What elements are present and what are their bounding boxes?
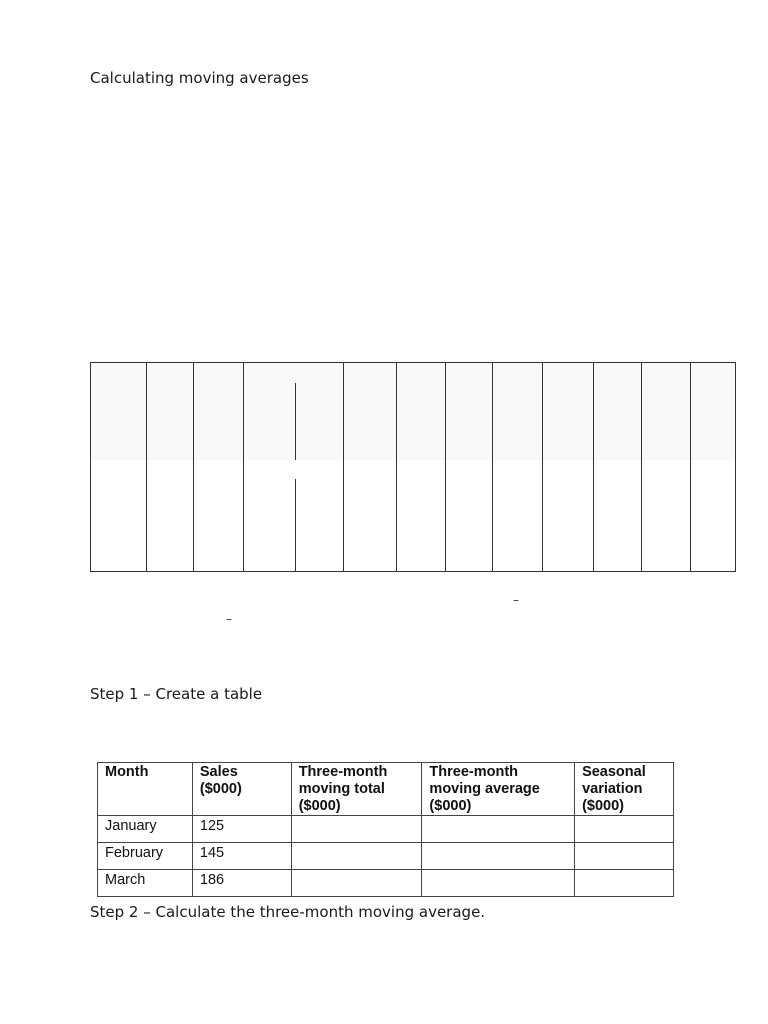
header-seasonal-variation: Seasonal variation ($000)	[575, 763, 674, 816]
grid-column-divider	[396, 363, 397, 571]
grid-column-divider	[243, 363, 244, 571]
cell-seasonal-variation	[575, 816, 674, 843]
grid-column-divider	[343, 363, 344, 571]
stray-dash: –	[226, 612, 232, 626]
cell-moving-average	[422, 816, 575, 843]
grid-column-divider	[492, 363, 493, 571]
cell-moving-average	[422, 870, 575, 897]
cell-seasonal-variation	[575, 870, 674, 897]
grid-column-divider	[193, 363, 194, 571]
table-header-row	[98, 763, 674, 816]
cell-sales: 125	[192, 816, 291, 843]
empty-grid-table	[90, 362, 736, 572]
stray-dash: –	[513, 593, 519, 607]
header-sales: Sales ($000)	[192, 763, 291, 816]
step-1-label: Step 1 – Create a table	[90, 685, 263, 703]
cell-moving-total	[291, 843, 422, 870]
grid-column-divider	[445, 363, 446, 571]
table-row	[98, 870, 674, 897]
grid-header-band	[91, 363, 735, 460]
cell-month: February	[98, 843, 193, 870]
cell-seasonal-variation	[575, 843, 674, 870]
table-row	[98, 843, 674, 870]
page-heading: Calculating moving averages	[90, 69, 309, 87]
table-row	[98, 816, 674, 843]
cell-sales: 186	[192, 870, 291, 897]
cell-moving-average	[422, 843, 575, 870]
moving-average-table	[97, 762, 674, 897]
cell-moving-total	[291, 816, 422, 843]
header-month: Month	[98, 763, 193, 816]
grid-column-divider	[542, 363, 543, 571]
grid-column-divider	[641, 363, 642, 571]
cell-month: January	[98, 816, 193, 843]
header-moving-average: Three-month moving average ($000)	[422, 763, 575, 816]
grid-column-divider	[295, 479, 296, 571]
cell-moving-total	[291, 870, 422, 897]
grid-column-divider	[146, 363, 147, 571]
header-moving-total: Three-month moving total ($000)	[291, 763, 422, 816]
step-2-label: Step 2 – Calculate the three-month moving average.	[90, 903, 486, 921]
grid-column-divider	[690, 363, 691, 571]
grid-column-divider	[593, 363, 594, 571]
cell-sales: 145	[192, 843, 291, 870]
grid-column-divider	[295, 383, 296, 460]
cell-month: March	[98, 870, 193, 897]
